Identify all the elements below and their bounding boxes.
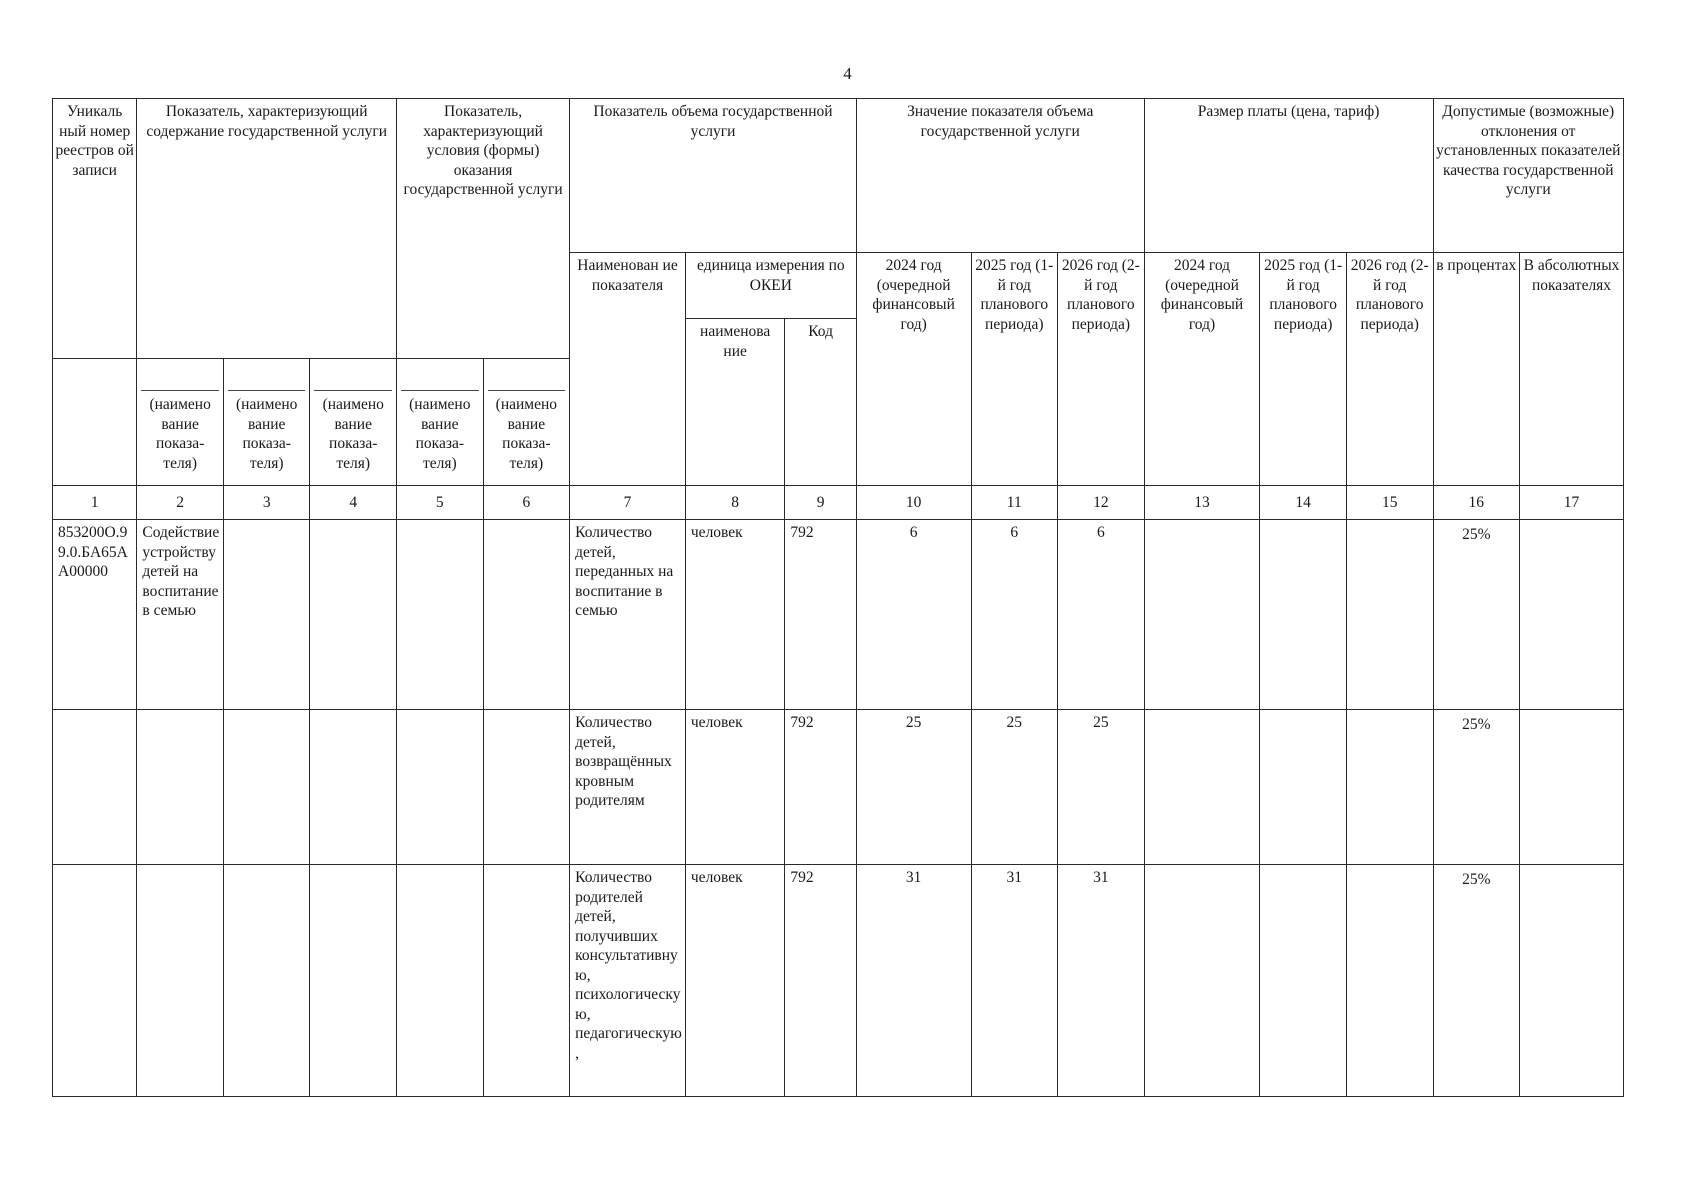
header-volume-value: Значение показателя объема государственной услуги xyxy=(856,99,1144,253)
deviation-percent-value: 25% xyxy=(1462,526,1491,543)
value-2024: 25 xyxy=(856,710,971,865)
subheader-label: (наимено вание показа- теля) xyxy=(149,396,211,472)
column-number: 8 xyxy=(685,486,785,520)
header-in-percent: в процентах xyxy=(1433,253,1520,486)
indicator-name: Количество детей, возвращённых кровным родителям xyxy=(570,710,686,865)
empty-cell xyxy=(1260,865,1347,1097)
subheader-cell xyxy=(397,359,484,486)
column-number: 2 xyxy=(137,486,224,520)
empty-cell xyxy=(483,865,570,1097)
header-content-indicator: Показатель, характеризующий содержание государственной услуги xyxy=(137,99,397,359)
column-number: 15 xyxy=(1346,486,1433,520)
empty-cell xyxy=(397,710,484,865)
header-conditions-indicator: Показатель, характеризующий условия (формы) оказания государственной услуги xyxy=(397,99,570,359)
column-number: 14 xyxy=(1260,486,1347,520)
column-number: 1 xyxy=(53,486,137,520)
empty-cell xyxy=(1346,520,1433,710)
empty-cell xyxy=(223,710,310,865)
empty-cell xyxy=(53,710,137,865)
header-fee-2026: 2026 год (2-й год планового периода) xyxy=(1346,253,1433,486)
header-col1-blank xyxy=(53,359,137,486)
header-fee-2024: 2024 год (очередной финансовый год) xyxy=(1144,253,1260,486)
header-deviations: Допустимые (возможные) отклонения от установленных показателей качества государственной услуги xyxy=(1433,99,1624,253)
page-number: 4 xyxy=(843,64,852,83)
empty-cell xyxy=(1520,865,1624,1097)
value-2026: 25 xyxy=(1058,710,1145,865)
subheader-cell xyxy=(137,359,224,486)
empty-cell xyxy=(1346,710,1433,865)
subheader-label: (наимено вание показа- теля) xyxy=(236,396,298,472)
content-indicator: Содействие устройству детей на воспитание в семью xyxy=(137,520,224,710)
empty-cell xyxy=(1260,710,1347,865)
subheader-cell xyxy=(483,359,570,486)
column-number: 5 xyxy=(397,486,484,520)
header-unit-name: наименова ние xyxy=(685,319,785,486)
empty-cell xyxy=(397,520,484,710)
empty-cell xyxy=(1144,520,1260,710)
deviation-percent xyxy=(1433,710,1520,865)
column-number: 3 xyxy=(223,486,310,520)
header-volume-2026: 2026 год (2-й год планового периода) xyxy=(1058,253,1145,486)
table-row xyxy=(53,520,1624,710)
empty-cell xyxy=(137,710,224,865)
column-number: 13 xyxy=(1144,486,1260,520)
subheader-label: (наимено вание показа- теля) xyxy=(409,396,471,472)
deviation-percent-value: 25% xyxy=(1462,871,1491,888)
header-unit-code: Код xyxy=(785,319,856,486)
empty-cell xyxy=(1346,865,1433,1097)
deviation-percent xyxy=(1433,520,1520,710)
empty-cell xyxy=(310,710,397,865)
value-2026: 31 xyxy=(1058,865,1145,1097)
column-number: 16 xyxy=(1433,486,1520,520)
table-row xyxy=(53,865,1624,1097)
header-in-absolute: В абсолютных показателях xyxy=(1520,253,1624,486)
header-volume-indicator: Показатель объема государственной услуги xyxy=(570,99,857,253)
value-2026: 6 xyxy=(1058,520,1145,710)
deviation-percent xyxy=(1433,865,1520,1097)
empty-cell xyxy=(310,520,397,710)
subheader-label: (наимено вание показа- теля) xyxy=(495,396,558,472)
empty-cell xyxy=(397,865,484,1097)
empty-cell xyxy=(310,865,397,1097)
unit-name: человек xyxy=(685,710,785,865)
registry-number: 853200О.99.0.БА65АА00000 xyxy=(53,520,137,710)
deviation-percent-value: 25% xyxy=(1462,716,1491,733)
column-number: 7 xyxy=(570,486,686,520)
value-2025: 6 xyxy=(971,520,1058,710)
empty-cell xyxy=(53,865,137,1097)
subheader-cell xyxy=(223,359,310,486)
empty-cell xyxy=(223,520,310,710)
indicator-name: Количество детей, переданных на воспитание в семью xyxy=(570,520,686,710)
empty-cell xyxy=(483,520,570,710)
empty-cell xyxy=(223,865,310,1097)
subheader-label: (наимено вание показа- теля) xyxy=(322,396,384,472)
column-number: 12 xyxy=(1058,486,1145,520)
value-2025: 31 xyxy=(971,865,1058,1097)
unit-name: человек xyxy=(685,520,785,710)
table-row xyxy=(53,710,1624,865)
unit-name: человек xyxy=(685,865,785,1097)
indicator-name: Количество родителей детей, получивших консультативную, психологическую, педагогическую, xyxy=(570,865,686,1097)
unit-code: 792 xyxy=(785,710,856,865)
header-unit-okei: единица измерения по ОКЕИ xyxy=(685,253,856,319)
header-fee-2025: 2025 год (1-й год планового периода) xyxy=(1260,253,1347,486)
unit-code: 792 xyxy=(785,865,856,1097)
value-2025: 25 xyxy=(971,710,1058,865)
header-indicator-name: Наименован ие показателя xyxy=(570,253,686,486)
column-number: 10 xyxy=(856,486,971,520)
empty-cell xyxy=(1144,710,1260,865)
subheader-cell xyxy=(310,359,397,486)
empty-cell xyxy=(1144,865,1260,1097)
unit-code: 792 xyxy=(785,520,856,710)
empty-cell xyxy=(1520,710,1624,865)
header-fee: Размер платы (цена, тариф) xyxy=(1144,99,1433,253)
header-volume-2024: 2024 год (очередной финансовый год) xyxy=(856,253,971,486)
column-number: 6 xyxy=(483,486,570,520)
empty-cell xyxy=(137,865,224,1097)
empty-cell xyxy=(1260,520,1347,710)
column-number: 4 xyxy=(310,486,397,520)
service-volume-table xyxy=(52,98,1624,1097)
column-number: 9 xyxy=(785,486,856,520)
value-2024: 6 xyxy=(856,520,971,710)
value-2024: 31 xyxy=(856,865,971,1097)
empty-cell xyxy=(483,710,570,865)
column-number: 11 xyxy=(971,486,1058,520)
header-unique-number: Уникаль ный номер реестров ой записи xyxy=(53,99,137,359)
column-number: 17 xyxy=(1520,486,1624,520)
empty-cell xyxy=(1520,520,1624,710)
header-volume-2025: 2025 год (1-й год планового периода) xyxy=(971,253,1058,486)
